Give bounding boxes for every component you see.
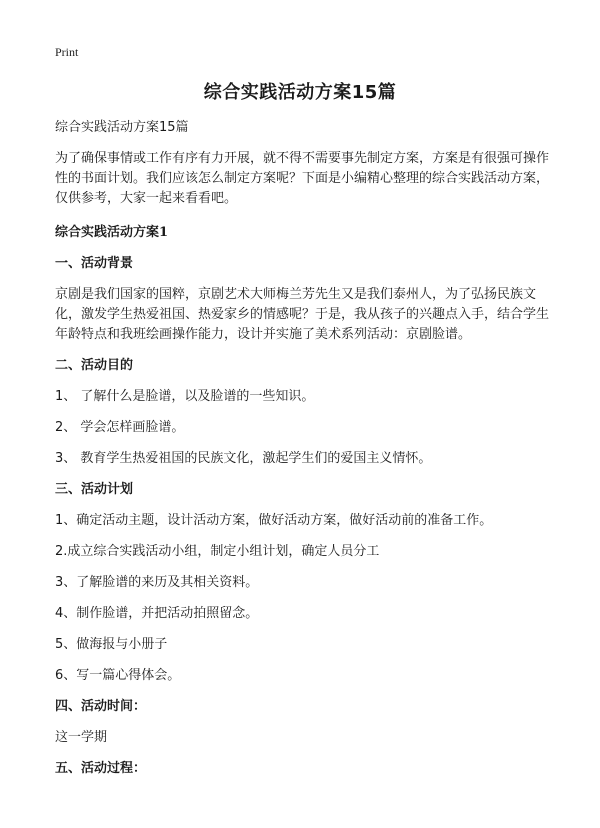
section-heading-background: 一、活动背景 — [55, 256, 134, 271]
section-heading-process: 五、活动过程： — [55, 761, 147, 776]
time-value: 这一学期 — [55, 730, 108, 745]
plan-item: 5、做海报与小册子 — [55, 637, 168, 652]
intro-paragraph: 为了确保事情或工作有序有力开展，就不得不需要事先制定方案，方案是有很强可操作性的书面计划。我们应该怎么制定方案呢？下面是小编精心整理的综合实践活动方案，仅供参考，大家一起来看看吧。 — [55, 151, 550, 206]
print-link[interactable]: Print — [55, 45, 79, 59]
section-heading-goals: 二、活动目的 — [55, 358, 134, 373]
document-subtitle: 综合实践活动方案15篇 — [55, 120, 189, 135]
goal-item: 3、 教育学生热爱祖国的民族文化，激起学生们的爱国主义情怀。 — [55, 451, 432, 466]
plan-heading: 综合实践活动方案1 — [55, 225, 169, 240]
plan-item: 6、写一篇心得体会。 — [55, 668, 181, 683]
plan-item: 2.成立综合实践活动小组，制定小组计划，确定人员分工 — [55, 544, 380, 559]
plan-item: 4、制作脸谱，并把活动拍照留念。 — [55, 606, 259, 621]
plan-item: 3、了解脸谱的来历及其相关资料。 — [55, 575, 259, 590]
goal-item: 1、 了解什么是脸谱，以及脸谱的一些知识。 — [55, 389, 315, 404]
document-body — [55, 118, 555, 790]
section-heading-plan: 三、活动计划 — [55, 482, 134, 497]
section-heading-time: 四、活动时间： — [55, 699, 147, 714]
plan-item: 1、确定活动主题，设计活动方案，做好活动方案，做好活动前的准备工作。 — [55, 513, 493, 528]
goal-item: 2、 学会怎样画脸谱。 — [55, 420, 185, 435]
document-title: 综合实践活动方案15篇 — [203, 82, 397, 103]
background-paragraph: 京剧是我们国家的国粹，京剧艺术大师梅兰芳先生又是我们泰州人，为了弘扬民族文化，激发学生热爱祖国、热爱家乡的情感呢？于是，我从孩子的兴趣点入手，结合学生年龄特点和我班绘画操作能力，设计并实施了美术系列活动：京剧脸谱。 — [55, 287, 550, 342]
